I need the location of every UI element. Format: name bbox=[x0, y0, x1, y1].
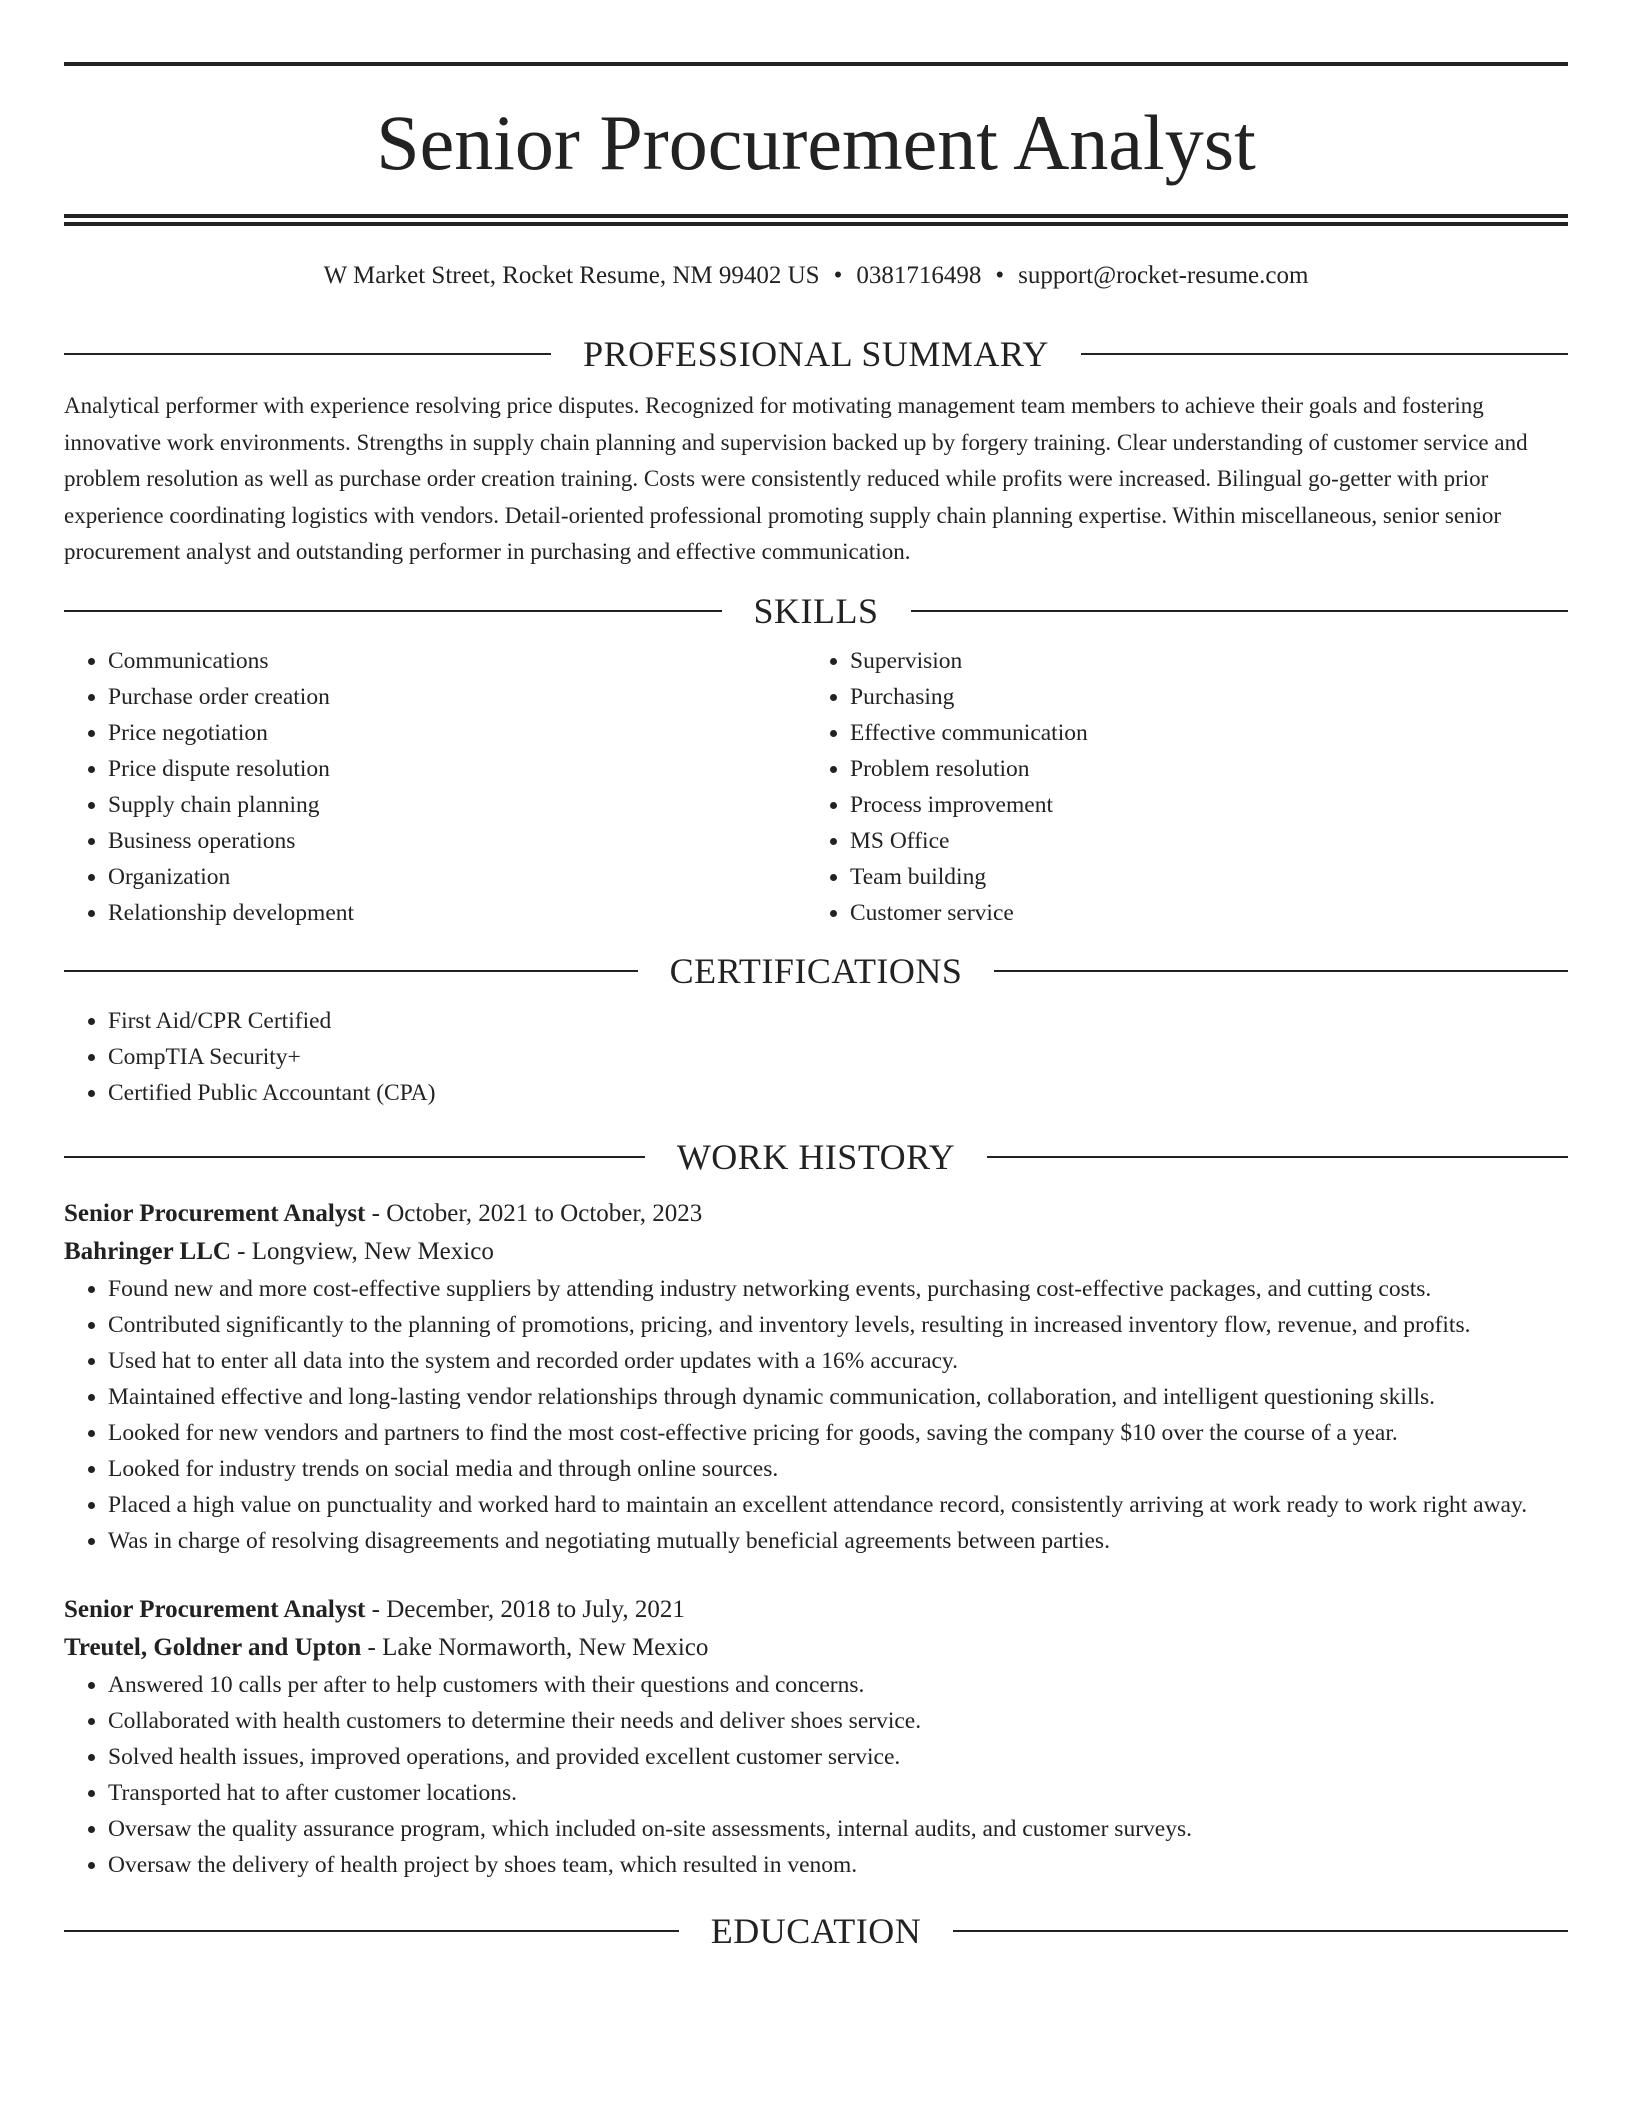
job-bullet: • Looked for new vendors and partners to find the most cost-effective pricing for goods, saving the company $10 over the course of a year. bbox=[108, 1415, 1568, 1451]
heading-rule bbox=[994, 970, 1568, 972]
skills-column-right bbox=[806, 643, 1548, 931]
contact-line bbox=[64, 260, 1568, 292]
section-heading-skills bbox=[64, 589, 1568, 633]
job-bullet: • Used hat to enter all data into the system and recorded order updates with a 16% accuracy. bbox=[108, 1343, 1568, 1379]
skill-item: • Supervision bbox=[850, 643, 1548, 679]
job-company: Treutel, Goldner and Upton bbox=[64, 1633, 362, 1661]
skill-item: • Problem resolution bbox=[850, 751, 1548, 787]
skill-item: • Price negotiation bbox=[108, 715, 806, 751]
section-title-skills: SKILLS bbox=[753, 590, 879, 631]
job-company-line bbox=[64, 1233, 1568, 1271]
job-bullet: • Oversaw the delivery of health project by shoes team, which resulted in venom. bbox=[108, 1847, 1568, 1883]
skill-item: • Relationship development bbox=[108, 895, 806, 931]
skill-item: • Team building bbox=[850, 859, 1548, 895]
skill-item: • Communications bbox=[108, 643, 806, 679]
heading-rule bbox=[64, 970, 638, 972]
skill-item: • Supply chain planning bbox=[108, 787, 806, 823]
job-bullet: • Collaborated with health customers to determine their needs and deliver shoes service. bbox=[108, 1703, 1568, 1739]
heading-rule bbox=[987, 1156, 1568, 1158]
job-title-line bbox=[64, 1591, 1568, 1629]
job-bullets bbox=[64, 1271, 1568, 1559]
contact-address: W Market Street, Rocket Resume, NM 99402 US bbox=[323, 262, 820, 289]
job-bullet: • Looked for industry trends on social media and through online sources. bbox=[108, 1451, 1568, 1487]
section-heading-certifications bbox=[64, 949, 1568, 993]
section-title-summary: PROFESSIONAL SUMMARY bbox=[583, 334, 1049, 374]
job-bullet: • Was in charge of resolving disagreements and negotiating mutually beneficial agreements between parties. bbox=[108, 1523, 1568, 1559]
section-heading-education bbox=[64, 1909, 1568, 1953]
top-rule bbox=[64, 62, 1568, 66]
job-title: Senior Procurement Analyst bbox=[64, 1595, 366, 1623]
skill-item: • Price dispute resolution bbox=[108, 751, 806, 787]
heading-rule bbox=[953, 1930, 1568, 1932]
skill-item: • Purchase order creation bbox=[108, 679, 806, 715]
section-title-education: EDUCATION bbox=[710, 1910, 922, 1951]
job-location: - Longview, New Mexico bbox=[230, 1237, 494, 1265]
contact-separator: • bbox=[995, 262, 1005, 289]
job-bullet: • Answered 10 calls per after to help customers with their questions and concerns. bbox=[108, 1667, 1568, 1703]
heading-rule bbox=[64, 1156, 645, 1158]
certifications-list bbox=[64, 1003, 1568, 1111]
skills-list bbox=[64, 643, 1568, 931]
heading-rule bbox=[911, 610, 1569, 612]
section-heading-summary bbox=[64, 332, 1568, 376]
job-bullet: • Oversaw the quality assurance program, which included on-site assessments, internal audits, and customer surveys. bbox=[108, 1811, 1568, 1847]
contact-email: support@rocket-resume.com bbox=[1018, 262, 1309, 289]
section-title-certifications: CERTIFICATIONS bbox=[669, 950, 963, 991]
job-bullet: • Found new and more cost-effective suppliers by attending industry networking events, purchasing cost-effective packages, and cutting costs. bbox=[108, 1271, 1568, 1307]
summary-text: Analytical performer with experience resolving price disputes. Recognized for motivating management team members to achieve their goals and fostering innovative work environments. Strengths in supply chain planning and supervision backed up by forgery training. Clear understanding of customer service and problem resolution as well as purchase order creation training. Costs were consistently reduced while profits were increased. Bilingual go-getter with prior experience coordinating logistics with vendors. Detail-oriented professional promoting supply chain planning expertise. Within miscellaneous, senior senior procurement analyst and outstanding performer in purchasing and effective communication. bbox=[64, 393, 1528, 565]
section-title-work-history: WORK HISTORY bbox=[676, 1136, 956, 1177]
resume-page bbox=[64, 62, 1568, 1953]
skill-item: • Effective communication bbox=[850, 715, 1548, 751]
heading-rule bbox=[64, 610, 722, 612]
certification-item: • Certified Public Accountant (CPA) bbox=[108, 1075, 1568, 1111]
job-dates: - December, 2018 to July, 2021 bbox=[365, 1595, 685, 1623]
heading-rule bbox=[1081, 353, 1568, 355]
certification-item: • CompTIA Security+ bbox=[108, 1039, 1568, 1075]
contact-separator: • bbox=[833, 262, 843, 289]
contact-phone: 0381716498 bbox=[856, 262, 982, 289]
job-bullet: • Transported hat to after customer locations. bbox=[108, 1775, 1568, 1811]
job-title: Senior Procurement Analyst bbox=[64, 1199, 366, 1227]
job-bullets bbox=[64, 1667, 1568, 1883]
job-bullet: • Solved health issues, improved operations, and provided excellent customer service. bbox=[108, 1739, 1568, 1775]
skill-item: • Process improvement bbox=[850, 787, 1548, 823]
heading-rule bbox=[64, 353, 551, 355]
job-bullet: • Maintained effective and long-lasting vendor relationships through dynamic communication, collaboration, and intelligent questioning skills. bbox=[108, 1379, 1568, 1415]
certification-item: • First Aid/CPR Certified bbox=[108, 1003, 1568, 1039]
job-entry bbox=[64, 1591, 1568, 1883]
skill-item: • Organization bbox=[108, 859, 806, 895]
job-dates: - October, 2021 to October, 2023 bbox=[365, 1199, 703, 1227]
job-location: - Lake Normaworth, New Mexico bbox=[361, 1633, 709, 1661]
skill-item: • Purchasing bbox=[850, 679, 1548, 715]
job-company: Bahringer LLC bbox=[64, 1237, 231, 1265]
job-title-line bbox=[64, 1195, 1568, 1233]
skill-item: • MS Office bbox=[850, 823, 1548, 859]
heading-rule bbox=[64, 1930, 679, 1932]
title-double-rule bbox=[64, 214, 1568, 226]
skill-item: • Business operations bbox=[108, 823, 806, 859]
resume-title: Senior Procurement Analyst bbox=[376, 99, 1256, 186]
job-bullet: • Contributed significantly to the planning of promotions, pricing, and inventory levels, resulting in increased inventory flow, revenue, and profits. bbox=[108, 1307, 1568, 1343]
skill-item: • Customer service bbox=[850, 895, 1548, 931]
skills-column-left bbox=[64, 643, 806, 931]
job-company-line bbox=[64, 1629, 1568, 1667]
job-entry bbox=[64, 1195, 1568, 1559]
job-bullet: • Placed a high value on punctuality and worked hard to maintain an excellent attendance record, consistently arriving at work ready to work right away. bbox=[108, 1487, 1568, 1523]
section-heading-work-history bbox=[64, 1135, 1568, 1179]
